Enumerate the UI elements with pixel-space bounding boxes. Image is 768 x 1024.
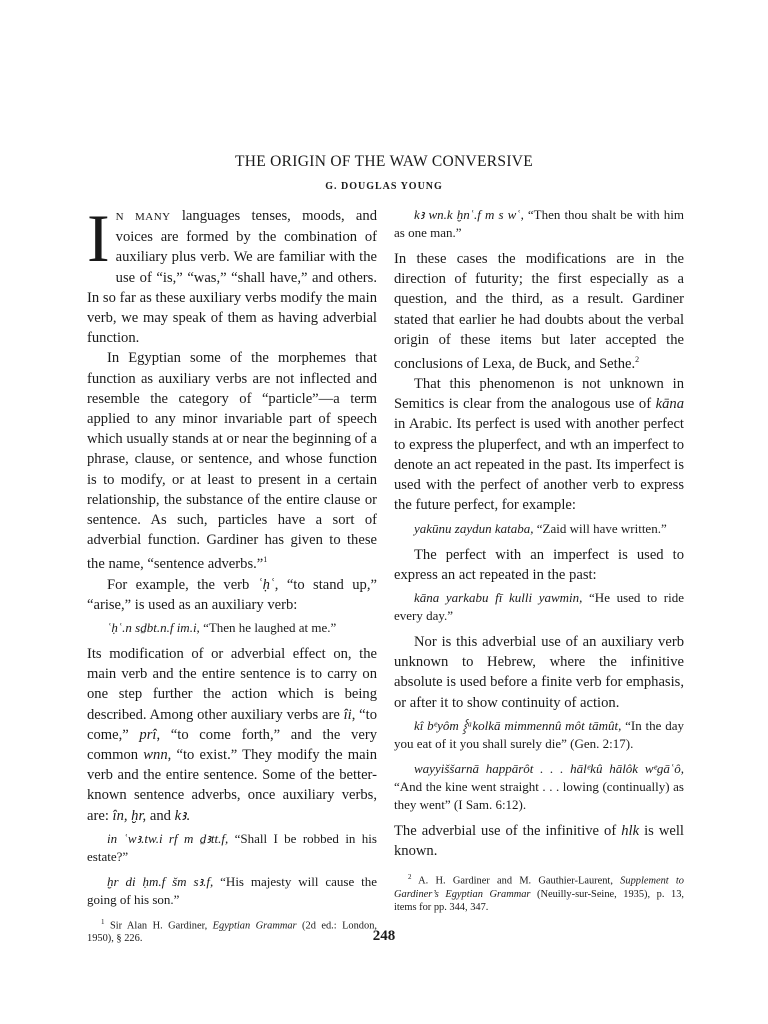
footnote-1-rest: (2d ed.: London, 1950), § 226. bbox=[87, 920, 377, 945]
example-2 bbox=[87, 830, 377, 866]
footnote-1-number: 1 bbox=[101, 917, 105, 926]
example-4-transliteration: kꜣ wn.k ḫnʿ.f m s wʿ, bbox=[414, 207, 524, 222]
example-3-transliteration: ḫr di ḥm.f šm sꜣ.f, bbox=[107, 873, 214, 889]
p9-hlk: hlk bbox=[621, 822, 640, 839]
footnote-2-rest: (Neuilly-sur-Seine, 1935), p. 13, items for pp. 344, 347. bbox=[394, 888, 684, 913]
drop-cap: I bbox=[87, 200, 110, 276]
p9-end: is well known. bbox=[394, 822, 684, 859]
p4-part2: , “to come,” bbox=[87, 706, 377, 743]
article-title: THE ORIGIN OF THE WAW CONVERSIVE bbox=[234, 153, 534, 170]
paragraph-example-verb bbox=[87, 575, 377, 615]
p6-part2: in Arabic. Its perfect is used with another perfect to express the pluperfect, and wth an imperfect to denote an act repeated in the past. Its imperfect is used with the perfect of another verb to express the future perfect, for example: bbox=[394, 416, 684, 514]
paragraph-hebrew: Nor is this adverbial use of an auxiliary verb unknown to Hebrew, where the infinitive absolute is used before a finite verb for emphasis, or after it to show continuity of action. bbox=[394, 633, 684, 711]
example-2-translation: “Shall I be robbed in his estate?” bbox=[87, 830, 377, 864]
example-8-transliteration: wayyiššarnā happārôt . . . hālᵉkû hālôk wᵉgāʿô, bbox=[414, 760, 684, 776]
p4-k3: kꜣ bbox=[174, 807, 187, 824]
p4-and: and bbox=[146, 807, 175, 824]
example-1-translation: “Then he laughed at me.” bbox=[199, 619, 337, 635]
paragraph-futurity bbox=[394, 249, 684, 374]
example-6-transliteration: kāna yarkabu fī kulli yawmin, bbox=[414, 589, 583, 605]
example-4-translation: “Then thou shalt be with him as one man.” bbox=[394, 207, 684, 240]
p4-part4: , “to exist.” They modify the main verb and the entire sentence. Some of the better-known sentence adverbs, once auxiliary verbs, are: bbox=[87, 746, 377, 824]
footnote-ref-1: 1 bbox=[263, 555, 268, 565]
example-7-transliteration: kî bᵉyôm ⸾ᵃkolkā mimmennû môt tāmût, bbox=[414, 717, 622, 733]
p4-part1: Its modification of or adverbial effect on, the main verb and the entire sentence is to carry on one step further the action which is being described. Among other auxiliary verbs are bbox=[87, 645, 377, 723]
p4-adverbs: în, ḫr, bbox=[112, 807, 147, 824]
example-7-translation: “In the day you eat of it you shall surely die” (Gen. 2:17). bbox=[394, 717, 684, 751]
example-2-transliteration: in ʿwꜣ.tw.i rf m ḏꜣtt.f, bbox=[107, 830, 229, 846]
p9-start: The adverbial use of the infinitive of bbox=[394, 822, 622, 839]
example-7 bbox=[394, 717, 684, 753]
footnote-2-title: Supplement to Gardiner’s Egyptian Grammar bbox=[394, 875, 684, 900]
footnote-2 bbox=[394, 871, 684, 913]
example-1 bbox=[87, 619, 377, 637]
example-5-transliteration: yakūnu zaydun kataba, bbox=[414, 520, 534, 536]
right-column bbox=[394, 206, 684, 914]
example-5-translation: “Zaid will have written.” bbox=[533, 520, 667, 536]
p4-wnn: wnn bbox=[143, 746, 168, 763]
example-6-translation: “He used to ride every day.” bbox=[394, 589, 684, 623]
footnote-ref-2: 2 bbox=[635, 355, 640, 365]
paragraph-egyptian bbox=[87, 348, 377, 574]
p3-end: , “to stand up,” “arise,” is used as an auxiliary verb: bbox=[87, 576, 377, 613]
paragraph-perfect: The perfect with an imperfect is used to express an act repeated in the past: bbox=[394, 546, 684, 583]
p4-pri: prî bbox=[139, 726, 157, 743]
paragraph-infinitive bbox=[394, 821, 684, 861]
p4-end: . bbox=[186, 807, 190, 824]
footnote-2-author: A. H. Gardiner and M. Gauthier-Laurent, bbox=[411, 875, 621, 887]
p3-verb: ʿḥʿ bbox=[257, 576, 275, 593]
footnote-1-author: Sir Alan H. Gardiner, bbox=[104, 920, 213, 932]
intro-smallcaps: N MANY bbox=[115, 211, 171, 223]
p4-ii: îi bbox=[343, 706, 352, 723]
page-number: 248 bbox=[372, 928, 396, 944]
footnote-2-number: 2 bbox=[408, 873, 412, 882]
p3-start: For example, the verb bbox=[107, 576, 258, 593]
intro-text: languages tenses, moods, and voices are formed by the combination of auxiliary plus verb. We are familiar with the use of “is,” “was,” “shall have,” and others. In so far as these auxiliary verbs modify the main verb, we may speak of them as having adverbial function. bbox=[87, 208, 377, 347]
footnote-1-title: Egyptian Grammar bbox=[212, 920, 297, 932]
paragraph-futurity-text: In these cases the modifications are in the direction of futurity; the first especially as a question, and the third, as a result. Gardiner stated that earlier he had doubts about the verbal origin of these items but later accepted the conclusions of Lexa, de Buck, and Sethe. bbox=[394, 251, 684, 372]
example-8-translation: “And the kine went straight . . . lowing (continually) as they went” (I Sam. 6:12). bbox=[394, 778, 684, 812]
paragraph-intro bbox=[87, 200, 377, 348]
example-3 bbox=[87, 873, 377, 909]
paragraph-egyptian-text: In Egyptian some of the morphemes that function as auxiliary verbs are not inflected and resemble the category of “particle”—a term applied to any minor invariable part of speech which usually stands at or near the beginning of a phrase, clause, or sentence, and whose function is to modify, or at least to present in a certain relationship, the substance of the entire clause or sentence. As such, particles have a sort of adverbial function. Gardiner has given to these the name, “sentence adverbs.” bbox=[87, 350, 377, 573]
example-6 bbox=[394, 589, 684, 625]
left-column bbox=[87, 200, 377, 945]
example-8 bbox=[394, 760, 684, 814]
example-4 bbox=[394, 206, 684, 242]
paragraph-modification bbox=[87, 644, 377, 826]
paragraph-semitics bbox=[394, 374, 684, 515]
example-1-transliteration: ʿḥʿ.n sḏbt.n.f im.i, bbox=[107, 619, 200, 635]
p6-kana: kāna bbox=[655, 396, 684, 413]
example-3-translation: “His majesty will cause the going of his son.” bbox=[87, 873, 377, 907]
p6-part1: That this phenomenon is not unknown in Semitics is clear from the analogous use of bbox=[394, 376, 684, 413]
p4-part3: , “to come forth,” and the very common bbox=[87, 726, 377, 763]
example-5 bbox=[394, 520, 684, 538]
article-author: G. DOUGLAS YOUNG bbox=[325, 181, 443, 192]
